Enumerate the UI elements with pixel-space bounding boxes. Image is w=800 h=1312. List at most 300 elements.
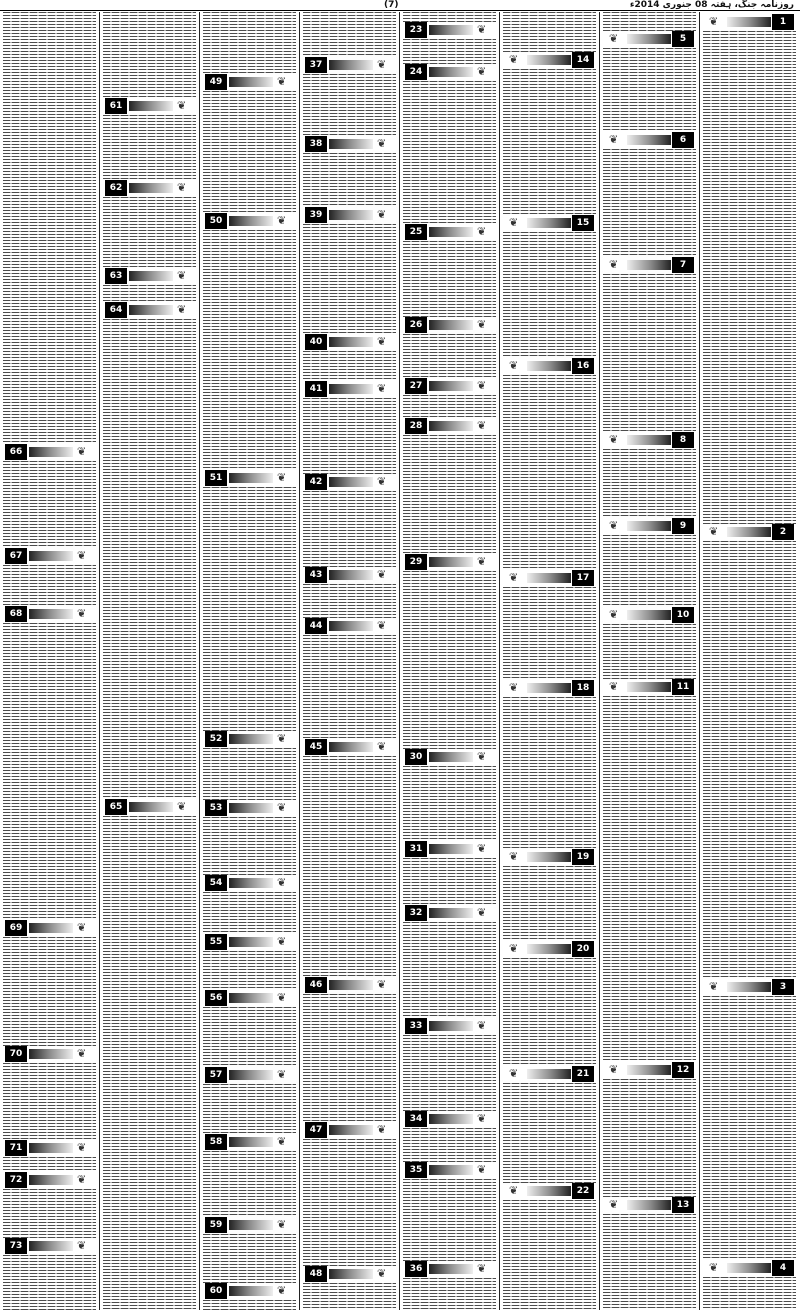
leaf-icon: ❦ [509,571,519,584]
ad-number: 24 [405,64,427,80]
ad-heading [403,1162,496,1178]
ad-text-block [503,866,596,941]
ad-title-bar [329,139,373,149]
ad-heading [303,474,396,490]
ad-number: 67 [5,548,27,564]
ad-heading [3,548,96,564]
leaf-icon: ❦ [377,335,387,348]
ad-heading [203,800,296,816]
ad-text-block [703,31,796,524]
ad-number: 35 [405,1162,427,1178]
ad-title-bar [429,25,473,35]
ad-number: 28 [405,418,427,434]
ad-heading [203,1283,296,1299]
leaf-icon: ❦ [177,800,187,813]
ad-heading [303,207,396,223]
ad-text-block [403,81,496,224]
ad-number: 10 [672,607,694,623]
ad-number: 15 [572,215,594,231]
ad-heading [3,1238,96,1254]
ad-number: 34 [405,1111,427,1127]
ad-number: 39 [305,207,327,223]
leaf-icon: ❦ [709,1261,719,1274]
ad-number: 49 [205,74,227,90]
ad-heading [603,1197,696,1213]
ad-title-bar [329,570,373,580]
column-2 [103,12,196,1310]
page-number: (7) [384,0,399,10]
ad-text-block [103,319,196,799]
ad-title-bar [129,101,173,111]
ad-heading [703,14,796,30]
ad-number: 40 [305,334,327,350]
ad-number: 17 [572,570,594,586]
ad-title-bar [129,271,173,281]
ad-text-block [503,232,596,358]
ad-text-block [603,535,696,607]
ad-text-block [503,69,596,215]
leaf-icon: ❦ [277,471,287,484]
ad-number: 64 [105,302,127,318]
ad-text-block [603,48,696,132]
ad-text-block [403,435,496,554]
ad-heading [703,524,796,540]
ad-number: 46 [305,977,327,993]
leaf-icon: ❦ [509,53,519,66]
ad-number: 42 [305,474,327,490]
ad-number: 43 [305,567,327,583]
ad-number: 19 [572,849,594,865]
ad-text-block [503,1200,596,1310]
ad-heading [203,74,296,90]
ad-number: 12 [672,1062,694,1078]
ad-title-bar [429,1021,473,1031]
ad-number: 44 [305,618,327,634]
ad-title-bar [229,1070,273,1080]
column-6 [503,12,596,1310]
ad-title-bar [329,1269,373,1279]
ad-title-bar [627,135,671,145]
ad-text-block [303,351,396,381]
leaf-icon: ❦ [509,850,519,863]
leaf-icon: ❦ [477,318,487,331]
column-3 [203,12,296,1310]
ad-title-bar [627,521,671,531]
leaf-icon: ❦ [377,208,387,221]
ad-heading [3,920,96,936]
ad-text-block [603,149,696,257]
ad-heading [603,132,696,148]
ad-title-bar [429,1165,473,1175]
ad-title-bar [229,993,273,1003]
ad-title-bar [29,609,73,619]
ad-title-bar [29,923,73,933]
ad-title-bar [429,421,473,431]
ad-heading [303,739,396,755]
leaf-icon: ❦ [477,1019,487,1032]
ad-heading [303,977,396,993]
leaf-icon: ❦ [277,75,287,88]
leaf-icon: ❦ [509,359,519,372]
ad-text-block [103,12,196,98]
ad-title-bar [329,60,373,70]
ad-number: 59 [205,1217,227,1233]
column-divider [299,12,300,1310]
ad-number: 54 [205,875,227,891]
leaf-icon: ❦ [609,133,619,146]
ad-title-bar [229,1286,273,1296]
ad-title-bar [429,1264,473,1274]
ad-text-block [303,74,396,136]
ad-text-block [403,395,496,418]
ad-title-bar [627,1065,671,1075]
ad-number: 3 [772,979,794,995]
ad-text-block [703,1277,796,1310]
column-divider [199,12,200,1310]
ad-text-block [103,115,196,180]
ad-text-block [203,1007,296,1067]
ad-heading [103,302,196,318]
leaf-icon: ❦ [477,23,487,36]
ad-title-bar [429,381,473,391]
ad-heading [103,799,196,815]
ad-text-block [203,91,296,213]
ad-heading [603,1062,696,1078]
ad-text-block [403,922,496,1018]
ad-text-block [303,584,396,618]
ad-text-block [703,541,796,979]
ad-heading [403,1111,496,1127]
column-divider [699,12,700,1310]
ad-text-block [603,12,696,31]
ad-title-bar [727,1263,771,1273]
ad-title-bar [527,573,571,583]
column-5 [403,12,496,1310]
ad-number: 65 [105,799,127,815]
leaf-icon: ❦ [77,607,87,620]
ad-title-bar [229,77,273,87]
ad-text-block [503,375,596,570]
ad-text-block [203,1084,296,1134]
ad-title-bar [29,1175,73,1185]
ad-title-bar [229,734,273,744]
ad-text-block [203,951,296,990]
ad-title-bar [329,1125,373,1135]
ad-number: 25 [405,224,427,240]
masthead: روزنامہ جنگ، ہفتہ 08 جنوری 2014ء [629,0,794,10]
ad-title-bar [429,752,473,762]
ad-title-bar [727,982,771,992]
ad-heading [103,180,196,196]
ad-heading [3,1046,96,1062]
ad-number: 4 [772,1260,794,1276]
ad-heading [3,1172,96,1188]
ad-heading [3,1140,96,1156]
ad-text-block [503,12,596,52]
ad-number: 68 [5,606,27,622]
ad-text-block [403,1128,496,1162]
ad-text-block [203,487,296,731]
ad-number: 61 [105,98,127,114]
ad-heading [403,418,496,434]
ad-heading [303,1122,396,1138]
ad-number: 50 [205,213,227,229]
column-1 [3,12,96,1310]
ad-number: 62 [105,180,127,196]
ad-text-block [603,449,696,518]
ad-text-block [703,996,796,1260]
ad-text-block [603,1079,696,1197]
ad-number: 33 [405,1018,427,1034]
ad-text-block [403,571,496,749]
ad-number: 53 [205,800,227,816]
ad-title-bar [627,1200,671,1210]
ad-heading [403,224,496,240]
ad-text-block [103,197,196,268]
ad-heading [303,57,396,73]
leaf-icon: ❦ [77,1047,87,1060]
ad-heading [203,213,296,229]
ad-heading [303,1266,396,1282]
leaf-icon: ❦ [477,842,487,855]
ad-heading [103,98,196,114]
ad-number: 73 [5,1238,27,1254]
ad-text-block [3,1063,96,1140]
ad-number: 21 [572,1066,594,1082]
leaf-icon: ❦ [509,216,519,229]
leaf-icon: ❦ [377,475,387,488]
column-8 [703,12,796,1310]
ad-number: 31 [405,841,427,857]
leaf-icon: ❦ [277,991,287,1004]
leaf-icon: ❦ [77,1141,87,1154]
ad-text-block [303,491,396,567]
leaf-icon: ❦ [377,382,387,395]
ad-number: 57 [205,1067,227,1083]
ad-text-block [303,756,396,977]
ad-heading [203,1217,296,1233]
ad-heading [403,378,496,394]
leaf-icon: ❦ [377,619,387,632]
ad-number: 9 [672,518,694,534]
ad-number: 27 [405,378,427,394]
ad-text-block [403,1179,496,1261]
leaf-icon: ❦ [277,214,287,227]
ad-number: 58 [205,1134,227,1150]
ad-heading [503,1183,596,1199]
ad-text-block [203,748,296,800]
ad-title-bar [429,1114,473,1124]
ad-text-block [203,817,296,875]
ad-text-block [3,565,96,606]
ad-title-bar [527,218,571,228]
ad-text-block [303,398,396,474]
ad-heading [203,731,296,747]
ad-number: 56 [205,990,227,1006]
ad-title-bar [29,551,73,561]
ad-heading [403,317,496,333]
ad-heading [603,31,696,47]
ad-title-bar [429,67,473,77]
leaf-icon: ❦ [277,1068,287,1081]
leaf-icon: ❦ [477,1112,487,1125]
leaf-icon: ❦ [177,303,187,316]
ad-text-block [403,334,496,378]
ad-title-bar [29,1241,73,1251]
ad-number: 47 [305,1122,327,1138]
ad-title-bar [429,320,473,330]
ad-heading [703,979,796,995]
ad-title-bar [329,980,373,990]
ad-heading [303,618,396,634]
ad-heading [403,841,496,857]
ad-number: 37 [305,57,327,73]
ad-heading [403,749,496,765]
leaf-icon: ❦ [609,433,619,446]
ad-text-block [303,12,396,57]
ad-text-block [403,766,496,841]
ad-title-bar [527,1186,571,1196]
leaf-icon: ❦ [609,608,619,621]
leaf-icon: ❦ [477,555,487,568]
ad-text-block [3,1157,96,1172]
ad-heading [603,607,696,623]
ad-title-bar [627,682,671,692]
ad-text-block [3,12,96,444]
ad-text-block [3,623,96,920]
ad-title-bar [527,1069,571,1079]
column-divider [99,12,100,1310]
ad-number: 72 [5,1172,27,1188]
column-divider [399,12,400,1310]
ad-number: 16 [572,358,594,374]
ad-heading [303,136,396,152]
ad-heading [303,334,396,350]
ad-title-bar [29,1049,73,1059]
ad-text-block [403,39,496,64]
ad-heading [203,934,296,950]
leaf-icon: ❦ [277,801,287,814]
ad-title-bar [627,610,671,620]
column-divider [599,12,600,1310]
ad-text-block [3,937,96,1046]
ad-heading [603,432,696,448]
ad-text-block [303,1139,396,1266]
ad-text-block [603,696,696,1062]
ad-number: 18 [572,680,594,696]
ad-title-bar [727,527,771,537]
ad-title-bar [329,384,373,394]
ad-number: 14 [572,52,594,68]
leaf-icon: ❦ [277,1135,287,1148]
leaf-icon: ❦ [177,269,187,282]
ad-text-block [503,697,596,849]
ad-number: 41 [305,381,327,397]
ad-title-bar [527,55,571,65]
ad-heading [3,606,96,622]
ad-number: 23 [405,22,427,38]
ad-heading [503,680,596,696]
leaf-icon: ❦ [709,980,719,993]
ad-number: 69 [5,920,27,936]
leaf-icon: ❦ [277,876,287,889]
ad-text-block [503,1083,596,1183]
leaf-icon: ❦ [177,99,187,112]
ad-number: 6 [672,132,694,148]
ad-heading [503,570,596,586]
ad-title-bar [29,1143,73,1153]
ad-text-block [403,12,496,22]
ad-title-bar [429,844,473,854]
ad-number: 36 [405,1261,427,1277]
ad-number: 63 [105,268,127,284]
leaf-icon: ❦ [77,1173,87,1186]
ad-title-bar [129,305,173,315]
leaf-icon: ❦ [477,225,487,238]
ad-heading [203,990,296,1006]
ad-number: 20 [572,941,594,957]
leaf-icon: ❦ [377,1267,387,1280]
ad-number: 45 [305,739,327,755]
ad-heading [503,358,596,374]
leaf-icon: ❦ [477,750,487,763]
ad-text-block [303,635,396,739]
leaf-icon: ❦ [377,58,387,71]
ad-heading [503,849,596,865]
leaf-icon: ❦ [509,681,519,694]
leaf-icon: ❦ [277,1284,287,1297]
ad-heading [403,1261,496,1277]
ad-heading [403,554,496,570]
ad-text-block [403,1278,496,1310]
ad-number: 26 [405,317,427,333]
leaf-icon: ❦ [609,680,619,693]
ad-text-block [203,230,296,470]
ad-heading [303,381,396,397]
ad-title-bar [229,1220,273,1230]
leaf-icon: ❦ [609,32,619,45]
leaf-icon: ❦ [709,525,719,538]
ad-heading [703,1260,796,1276]
ad-number: 38 [305,136,327,152]
ad-number: 30 [405,749,427,765]
ad-title-bar [229,878,273,888]
ad-heading [603,518,696,534]
ad-number: 32 [405,905,427,921]
ad-text-block [603,1214,696,1310]
ad-heading [303,567,396,583]
leaf-icon: ❦ [477,1262,487,1275]
column-divider [499,12,500,1310]
leaf-icon: ❦ [477,65,487,78]
ad-heading [203,1134,296,1150]
ad-title-bar [429,908,473,918]
ad-heading [103,268,196,284]
ad-text-block [203,1151,296,1217]
ad-title-bar [329,742,373,752]
leaf-icon: ❦ [377,978,387,991]
ad-number: 22 [572,1183,594,1199]
leaf-icon: ❦ [509,1184,519,1197]
ad-title-bar [329,210,373,220]
ad-number: 11 [672,679,694,695]
page-header [0,0,800,11]
ad-title-bar [727,17,771,27]
ad-title-bar [229,937,273,947]
leaf-icon: ❦ [77,1239,87,1252]
ad-text-block [403,1035,496,1111]
leaf-icon: ❦ [609,519,619,532]
